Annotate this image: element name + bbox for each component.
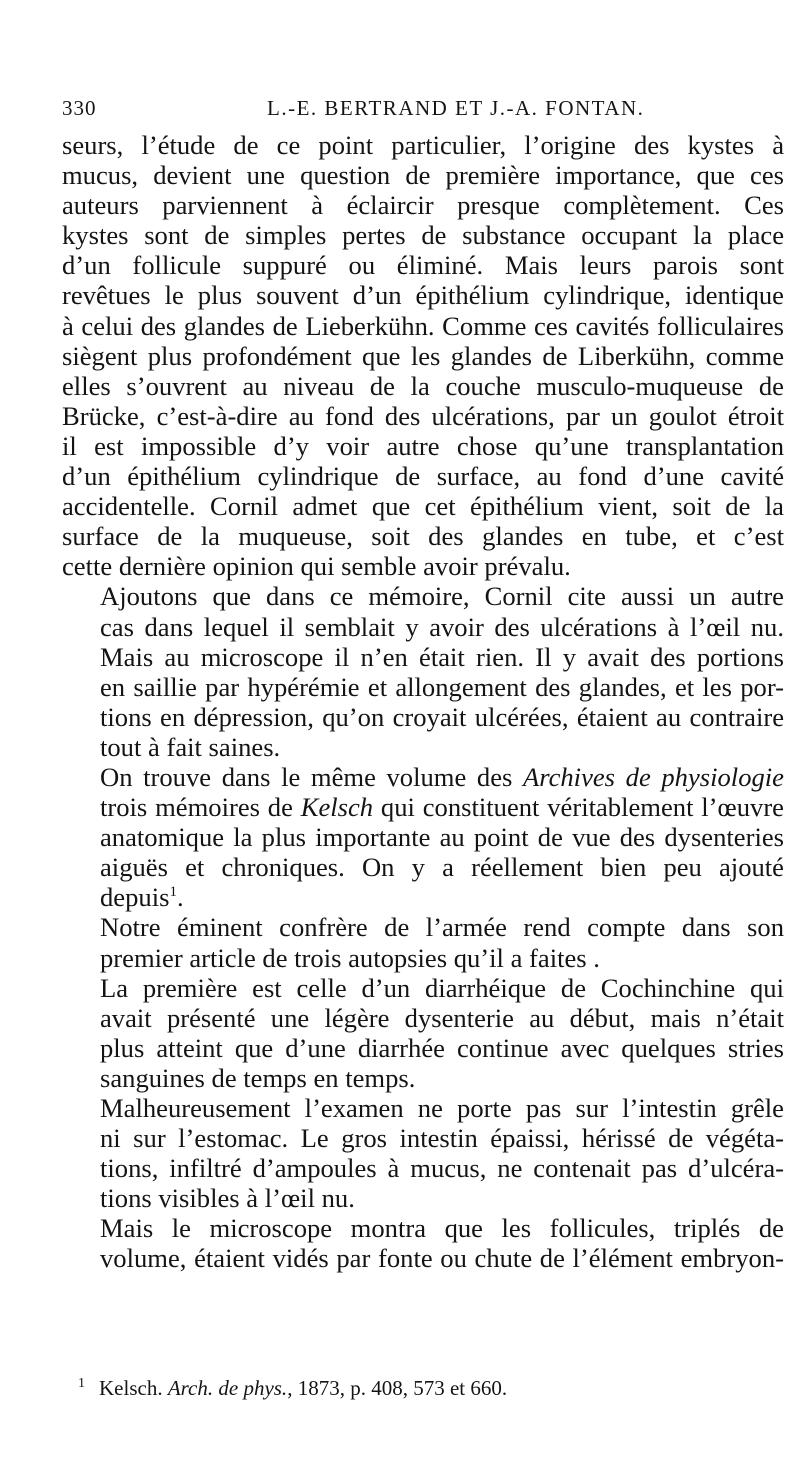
footnote — [78, 1370, 778, 1402]
paragraph-2 — [62, 581, 784, 762]
text-line: auteurs parviennent à éclaircir presque complètement. Ces — [62, 190, 784, 221]
text-line — [62, 792, 784, 822]
body-text — [62, 130, 784, 1274]
text-line: d’un épithélium cylindrique de surface, au fond d’une cavité — [62, 461, 784, 492]
text-line: à celui des glandes de Lieberkühn. Comme ces cavités folliculaires — [62, 310, 784, 341]
paragraph-1 — [62, 130, 784, 581]
text-line: Brücke, c’est-à-dire au fond des ulcérations, par un goulot étroit — [62, 400, 784, 431]
text-run: On trouve dans le même volume des — [100, 761, 523, 792]
text-line: premier article de trois autopsies qu’il a faites . — [100, 942, 600, 973]
text-run: . — [176, 882, 184, 913]
text-line: tions visibles à l’œil nu. — [100, 1183, 355, 1214]
text-line: aiguës et chroniques. On y a réellement bien peu ajouté — [100, 852, 784, 883]
text-run: qui constituent véritablement l’œuvre — [373, 792, 784, 823]
footnote-reference[interactable]: 1 — [169, 884, 177, 901]
text-line: Notre éminent confrère de l’armée rend compte dans son — [100, 912, 784, 943]
paragraph-4 — [62, 912, 784, 972]
page-number: 330 — [62, 96, 97, 120]
text-line: accidentelle. Cornil admet que cet épithélium vient, soit de la — [62, 491, 784, 522]
text-line: sanguines de temps en temps. — [100, 1062, 416, 1093]
text-line: d’un follicule suppuré ou éliminé. Mais leurs parois sont — [62, 250, 784, 281]
text-line: elles s’ouvrent au niveau de la couche musculo-muqueuse de — [62, 370, 784, 401]
text-line: il est impossible d’y voir autre chose qu’une transplantation — [62, 430, 784, 461]
text-line: surface de la muqueuse, soit des glandes en tube, et c’est — [62, 521, 784, 552]
text-line: en saillie par hypérémie et allongement des glandes, et les por- — [100, 671, 784, 702]
text-line: mucus, devient une question de première importance, que ces — [62, 160, 784, 191]
text-line: tout à fait saines. — [100, 731, 281, 762]
text-line: Malheureusement l’examen ne porte pas sur l’intestin grêle — [100, 1093, 784, 1123]
running-title: L.-E. BERTRAND ET J.-A. FONTAN. — [267, 96, 645, 120]
text-line — [62, 882, 784, 912]
text-line: tions, infiltré d’ampoules à mucus, ne contenait pas d’ulcéra- — [100, 1153, 784, 1184]
text-line: plus atteint que d’une diarrhée continue avec quelques stries — [100, 1032, 784, 1063]
text-line: siègent plus profondément que les glandes de Liberkühn, comme — [62, 340, 784, 371]
text-line: tions en dépression, qu’on croyait ulcérées, étaient au contraire — [100, 701, 784, 732]
paragraph-3 — [62, 762, 784, 912]
footnote-source: Arch. de phys. — [167, 1376, 288, 1400]
text-line: Mais au microscope il n’en était rien. Il y avait des portions — [100, 641, 784, 672]
author-name: Kelsch — [300, 792, 374, 823]
text-line: cette dernière opinion qui semble avoir prévalu. — [62, 551, 571, 582]
text-run: depuis — [100, 882, 170, 913]
paragraph-5 — [62, 973, 784, 1093]
text-line: Mais le microscope montra que les follicules, triplés de — [100, 1213, 784, 1244]
text-line: revêtues le plus souvent d’un épithélium cylindrique, identique — [62, 280, 784, 311]
journal-title: Archives de physiologie — [522, 761, 784, 792]
text-line: ni sur l’estomac. Le gros intestin épaissi, hérissé de végéta- — [100, 1123, 784, 1154]
running-header — [62, 90, 784, 126]
text-line: kystes sont de simples pertes de substance occupant la place — [62, 220, 784, 251]
text-line — [62, 762, 784, 792]
text-line: cas dans lequel il semblait y avoir des ulcérations à l’œil nu. — [100, 611, 784, 642]
footnote-author: Kelsch. — [99, 1376, 168, 1400]
text-line: Ajoutons que dans ce mémoire, Cornil cite aussi un autre — [100, 581, 784, 612]
footnote-details: , 1873, p. 408, 573 et 660. — [287, 1376, 508, 1400]
text-line: volume, étaient vidés par fonte ou chute de l’élément embryon- — [100, 1243, 784, 1274]
text-line: anatomique la plus importante au point de vue des dysenteries — [100, 822, 784, 853]
footnote-mark: 1 — [78, 1376, 85, 1391]
text-line: avait présenté une légère dysenterie au début, mais n’était — [100, 1002, 784, 1033]
paragraph-6 — [62, 1093, 784, 1213]
text-line: La première est celle d’un diarrhéique de Cochinchine qui — [100, 972, 784, 1003]
paragraph-7 — [62, 1213, 784, 1273]
text-run: trois mémoires de — [100, 792, 301, 823]
text-line: seurs, l’étude de ce point particulier, l’origine des kystes à — [62, 130, 784, 160]
